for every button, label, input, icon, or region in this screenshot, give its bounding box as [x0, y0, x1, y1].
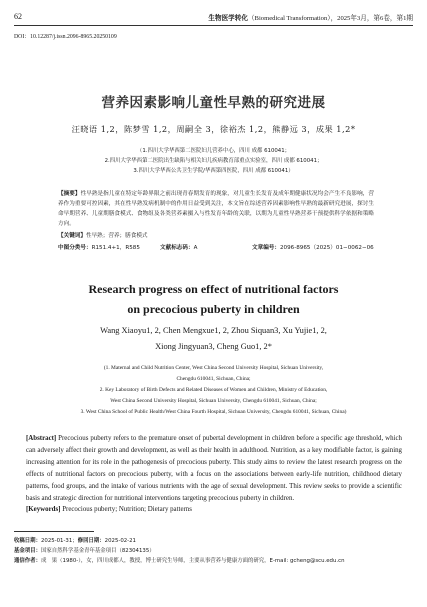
doi: DOI：10.12287/j.issn.2096-8965.20250109 — [14, 34, 117, 40]
journal-name-cn: 生物医学转化 — [208, 14, 248, 22]
received-date: 2025-01-31； — [40, 538, 78, 544]
cn-title: 营养因素影响儿童性早熟的研究进展 — [101, 95, 326, 111]
en-keywords-text: Precocious puberty; Nutrition; Dietary patterns — [62, 506, 192, 513]
footnote-corresponding-author — [14, 556, 345, 564]
page-number: 62 — [14, 12, 22, 21]
en-authors-line: Xiong Jingyuan3, Cheng Guo1, 2* — [155, 342, 272, 351]
en-title-line: Research progress on effect of nutritional factors — [88, 282, 339, 296]
en-keywords — [26, 506, 192, 513]
received-label: 收稿日期： — [14, 538, 41, 544]
en-title-line: on precocious puberty in children — [127, 302, 300, 316]
en-abstract — [26, 433, 402, 506]
clc-value: R151.4+1，R585 — [91, 245, 140, 251]
running-header — [208, 12, 413, 22]
cn-abstract-text: 性早熟是指儿童在特定年龄界限之前出现青春期发育的现象，对儿童生长发育及成年期健康状况均会产生不良影响，营养作为重要可控因素，其在性早熟发病机制中的作用日益受到关注，本文旨在综述营养因素影响性早熟的最新研究进展，探讨生命早期营养、儿童期膳食模式、食物组及各类营养素摄入与性发育年龄的关联，以期为儿童性早熟营养干预提供科学依据和策略方向。 — [58, 191, 374, 227]
en-authors-line: Wang Xiaoyu1, 2, Chen Mengxue1, 2, Zhou Siquan3, Xu Yujie1, 2, — [100, 326, 327, 335]
fund-text: 国家自然科学基金青年基金项目（82304135） — [40, 548, 155, 554]
cn-abstract — [58, 189, 374, 229]
cn-affiliation: 3.四川大学华西公共卫生学院/华西第四医院，四川 成都 610041） — [133, 168, 294, 174]
corresponding-author-label: 通信作者： — [14, 558, 41, 564]
revised-label: 修回日期： — [77, 538, 105, 544]
article-number — [252, 243, 374, 251]
article-number-value: 2096-8965（2025）01−0062−06 — [279, 245, 374, 251]
cn-keywords — [58, 231, 148, 239]
en-keywords-label: [Keywords] — [26, 506, 61, 513]
document-code — [160, 243, 197, 251]
en-affiliation: 3. West China School of Public Health/West China Fourth Hospital, Sichuan University, Chengdu 610041, Sichuan, China) — [80, 409, 347, 415]
revised-date: 2025-02-21 — [104, 538, 136, 544]
header-rule — [14, 25, 413, 26]
en-affiliation: (1. Maternal and Child Nutrition Center, West China Second University Hospital, Sichuan University, — [103, 365, 324, 371]
footnote-rule — [14, 531, 94, 532]
footnote-dates — [14, 536, 136, 544]
en-abstract-text: Precocious puberty refers to the premature onset of pubertal development in children before a specific age threshold, which can adversely affect their growth and development, as well as their health in adulthood. Nutrition, as a key modifiable factor, is gaining increasing attention for its role in the pathogenesis of precocious puberty. This study aims to review the latest research progress on the effects of nutritional factors on precocious puberty, with a focus on the associations between early-life nutrition, childhood dietary patterns, food groups, and the intake of various nutrients with the age of sexual development. This review seeks to provide a scientific basis and strategic direction for nutritional interventions targeting precocious puberty in children. — [26, 435, 402, 503]
en-affiliation: Chengdu 610041, Sichuan, China; — [176, 376, 251, 382]
fund-label: 基金项目： — [14, 548, 41, 554]
cn-authors: 汪晓语 1,2，陈梦雪 1,2，周嗣全 3，徐裕杰 1,2，熊静远 3，成果 1,2* — [71, 124, 356, 134]
cn-affiliation: （1.四川大学华西第二医院妇儿营养中心，四川 成都 610041； — [136, 148, 291, 154]
document-code-label: 文献标志码： — [160, 245, 194, 251]
en-affiliation: 2. Key Laboratory of Birth Defects and Related Diseases of Women and Children, Ministry of Education, — [99, 387, 328, 393]
cn-keywords-text: 性早熟；营养；膳食模式 — [85, 233, 148, 239]
clc-label: 中图分类号： — [58, 245, 92, 251]
journal-issue-info: （Biomedical Transformation），2025年3月，第6卷，第1期 — [247, 15, 413, 22]
corresponding-author-text: 成 果（1980-），女，四川成都人，教授，博士研究生导师，主要从事营养与健康方面的研究，E-mail: gcheng@scu.edu.cn — [40, 558, 345, 564]
en-affiliation: West China Second University Hospital, Sichuan University, Chengdu 610041, Sichuan, China; — [110, 398, 317, 404]
cn-abstract-label: 【摘要】 — [58, 191, 81, 197]
document-code-value: A — [193, 245, 198, 251]
en-abstract-label: [Abstract] — [26, 435, 57, 442]
footnote-fund — [14, 546, 155, 554]
article-number-label: 文章编号： — [252, 245, 280, 251]
clc-number — [58, 243, 140, 251]
cn-affiliation: 2.四川大学华西第二医院出生缺陷与相关妇儿疾病教育部重点实验室，四川 成都 610041； — [104, 158, 323, 164]
cn-keywords-label: 【关键词】 — [58, 233, 86, 239]
